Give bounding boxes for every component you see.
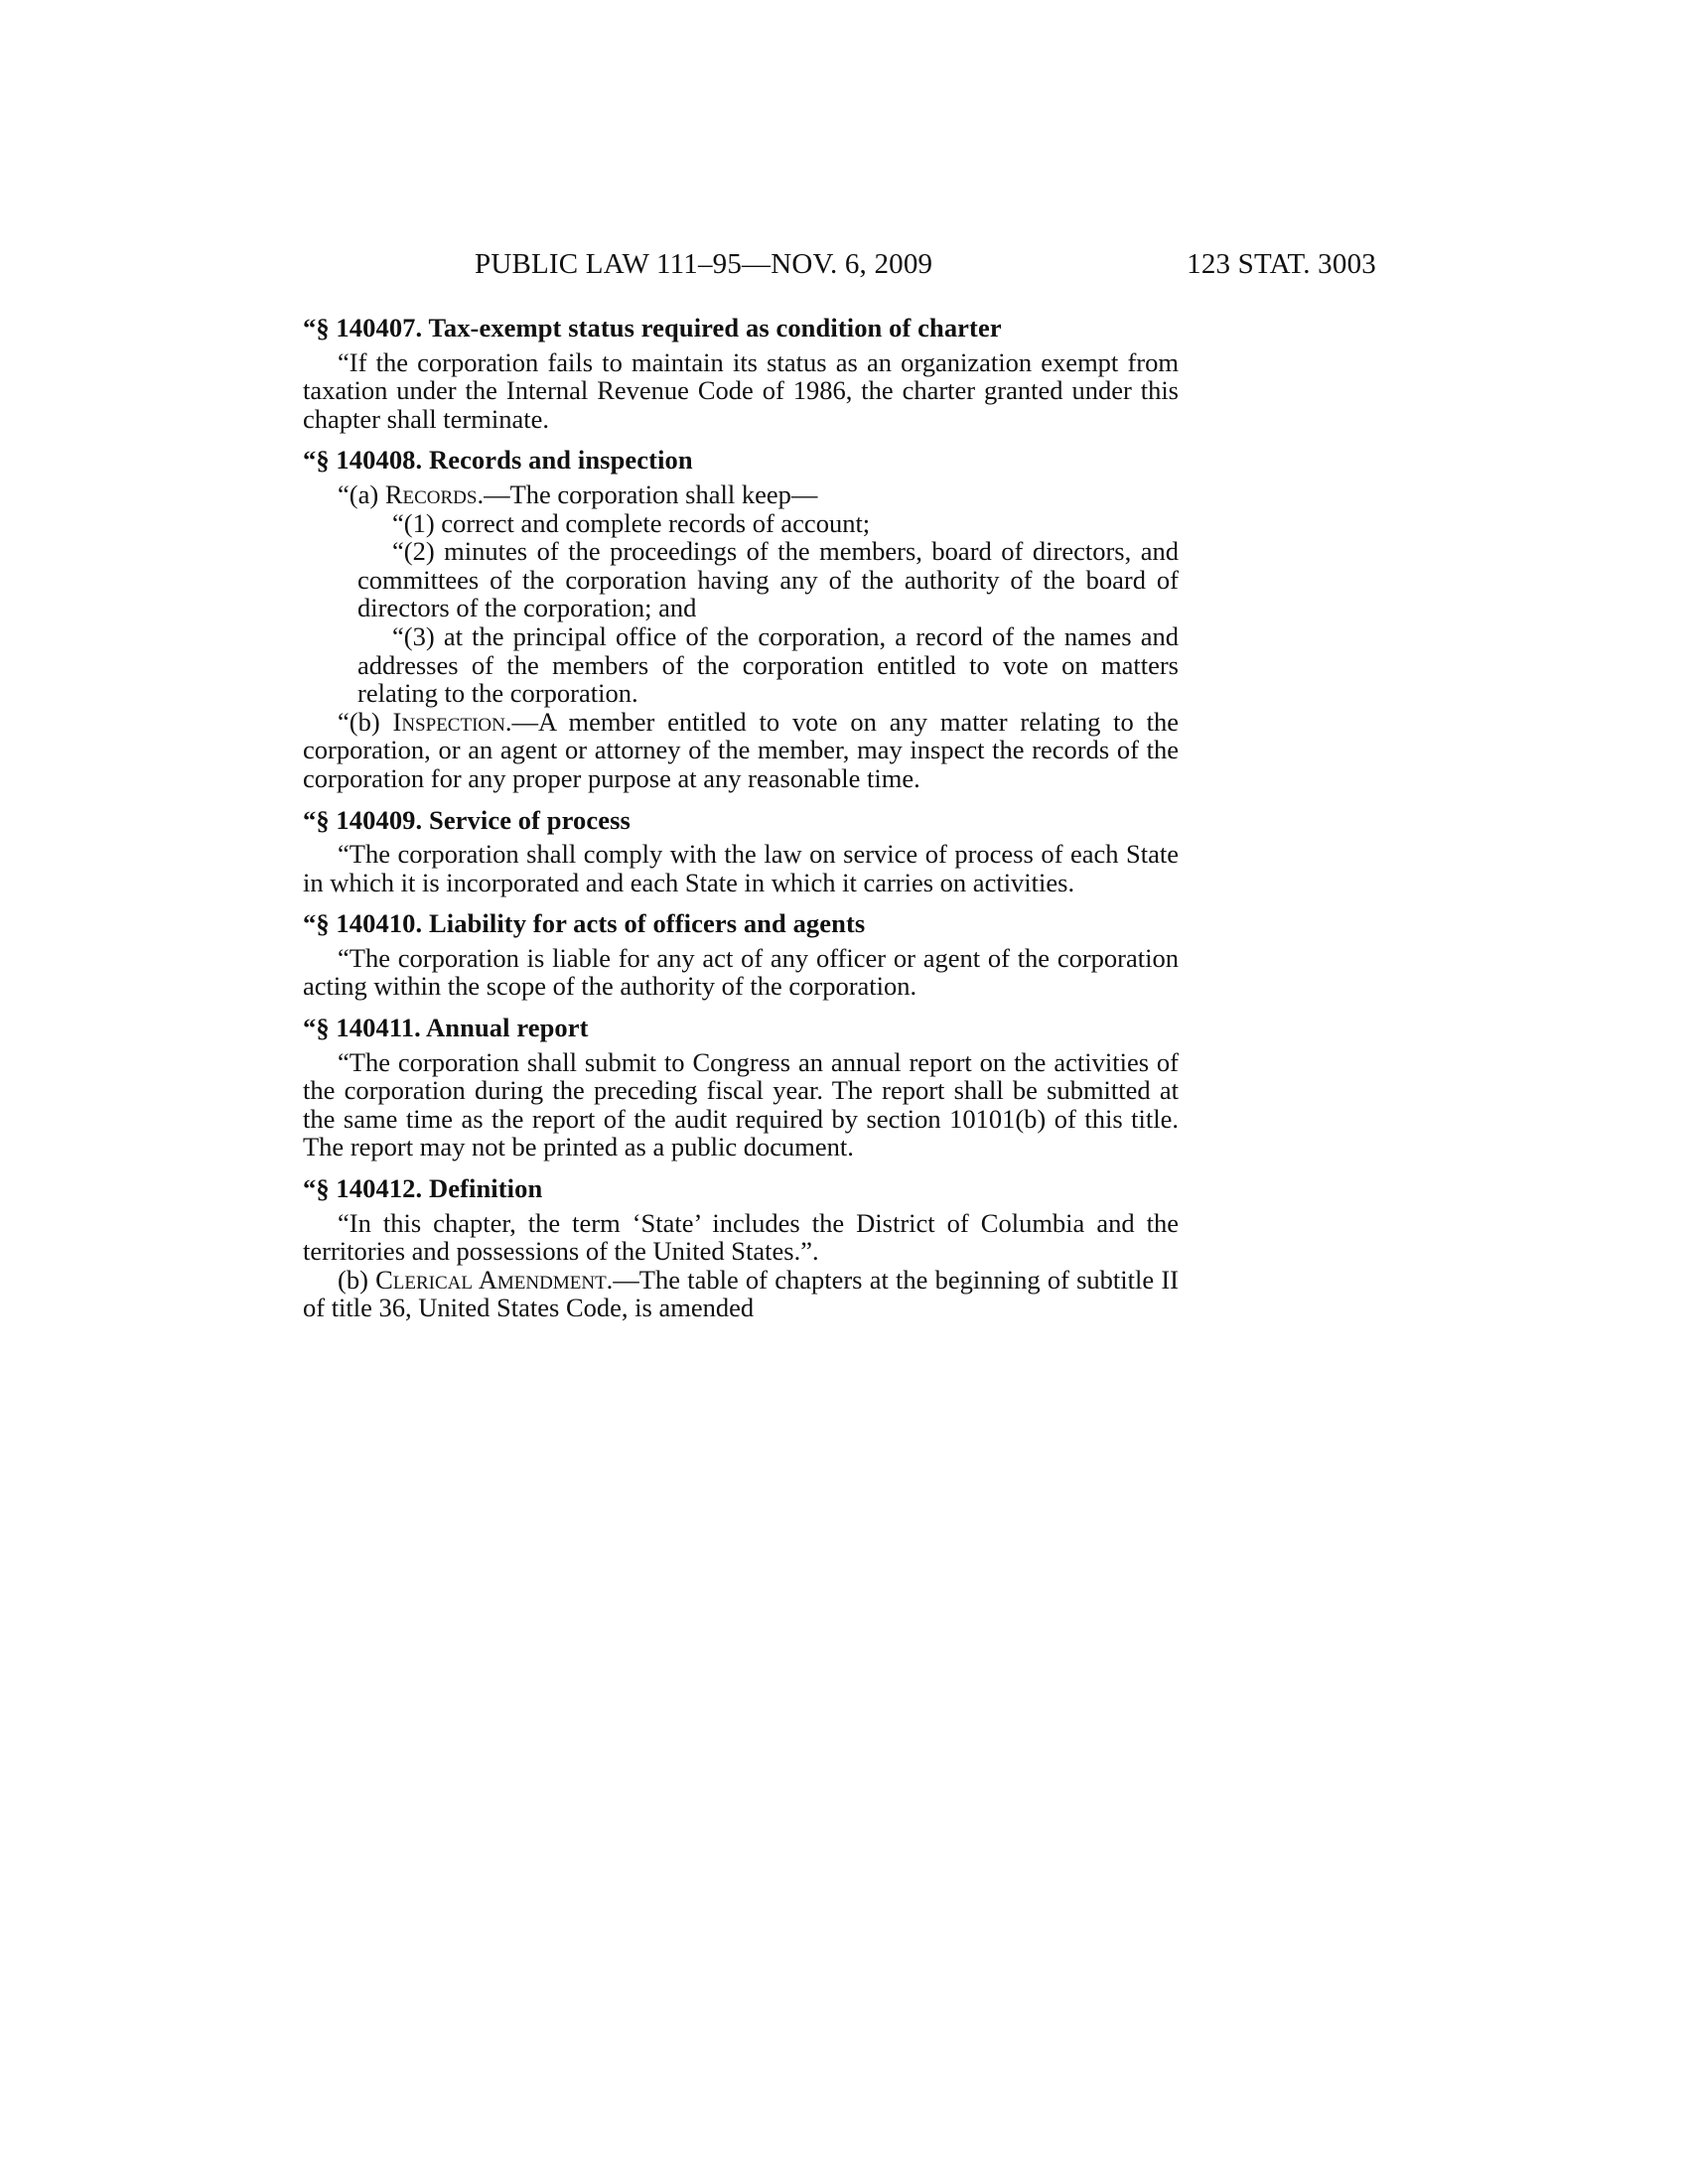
section-heading-140412: “§ 140412. Definition <box>303 1173 543 1204</box>
paragraph-a1: “(1) correct and complete records of account; <box>392 507 871 538</box>
section-text-140411: “The corporation shall submit to Congress an annual report on the activities of the corporation during the preceding fiscal year. The report shall be submitted at the same time as the report of the audit required by section 10101(b) of this title. The report may not be printed as a public document. <box>303 1046 1179 1162</box>
running-head-stat-page: 123 STAT. 3003 <box>1187 248 1376 280</box>
subsection-b-text: .—A member entitled to vote on any matter relating to the corporation, or an agent or attorney of the member, may inspect the records of the corporation for any proper purpose at any reasonable time. <box>303 706 1179 793</box>
section-heading-140411: “§ 140411. Annual report <box>303 1013 589 1043</box>
subsection-b-inspection <box>303 708 1179 793</box>
clerical-amendment-term: Clerical Amendment <box>375 1264 607 1295</box>
subsection-a-text: .—The corporation shall keep— <box>477 478 818 509</box>
clerical-amendment-text: .—The table of chapters at the beginning of subtitle II of title 36, United States Code, is amended <box>303 1264 1179 1323</box>
paragraph-a3: “(3) at the principal office of the corporation, a record of the names and addresses of the members of the corporation entitled to vote on matters relating to the corporation. <box>357 620 1179 709</box>
subsection-b-label: “(b) <box>338 706 393 737</box>
section-text-140409: “The corporation shall comply with the law on service of process of each State in which it is incorporated and each State in which it carries on activities. <box>303 839 1179 897</box>
section-heading-140407: “§ 140407. Tax-exempt status required as condition of charter <box>303 313 1002 342</box>
paragraph-a2: “(2) minutes of the proceedings of the members, board of directors, and committees of the corporation having any of the authority of the board of directors of the corporation; and <box>357 536 1179 623</box>
section-heading-140408: “§ 140408. Records and inspection <box>303 445 693 476</box>
subsection-a-records <box>303 480 1179 509</box>
section-text-140412: “In this chapter, the term ‘State’ includes the District of Columbia and the territories and possessions of the United States.”. <box>303 1207 1179 1267</box>
subsection-b-term: Inspection <box>392 706 505 737</box>
document-body <box>303 314 1179 1322</box>
page-header <box>475 248 1376 288</box>
subsection-a-term: Records <box>384 478 478 509</box>
clerical-amendment <box>303 1266 1179 1322</box>
section-heading-140409: “§ 140409. Service of process <box>303 804 631 835</box>
section-text-140407: “If the corporation fails to maintain its status as an organization exempt from taxation under the Internal Revenue Code of 1986, the charter granted under this chapter shall terminate. <box>303 346 1179 434</box>
clerical-amendment-label: (b) <box>338 1264 376 1295</box>
section-text-140410: “The corporation is liable for any act of any officer or agent of the corporation acting within the scope of the authority of the corporation. <box>303 942 1179 1002</box>
subsection-a-label: “(a) <box>338 478 385 509</box>
running-head-law: PUBLIC LAW 111–95—NOV. 6, 2009 <box>475 248 933 280</box>
section-heading-140410: “§ 140410. Liability for acts of officers and agents <box>303 908 866 939</box>
